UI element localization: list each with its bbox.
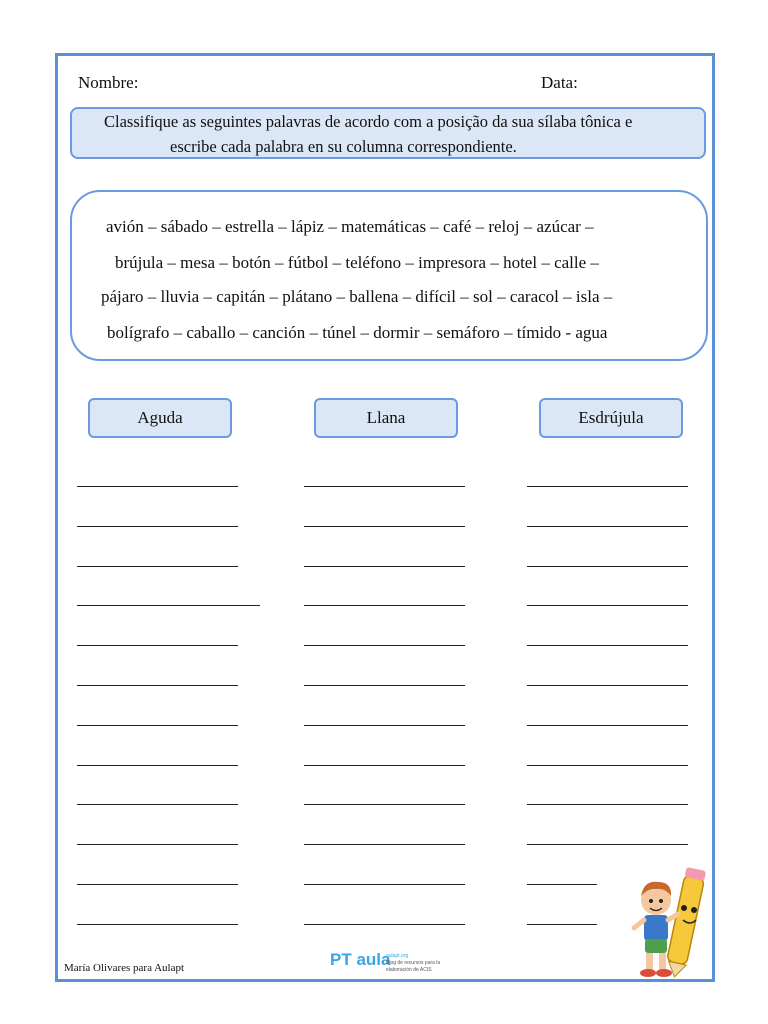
answer-line[interactable] <box>304 605 465 606</box>
word-line-2: brújula – mesa – botón – fútbol – teléfono – impresora – hotel – calle – <box>115 253 599 272</box>
logo-url: aulapt.org <box>386 953 409 959</box>
answer-line[interactable] <box>527 725 688 726</box>
answer-line[interactable] <box>77 486 238 487</box>
answer-line[interactable] <box>304 924 465 925</box>
answer-line[interactable] <box>77 884 238 885</box>
answer-line[interactable] <box>527 605 688 606</box>
word-line-4: bolígrafo – caballo – canción – túnel – dormir – semáforo – tímido - agua <box>107 323 608 342</box>
author-credit: María Olivares para Aulapt <box>64 962 185 974</box>
answer-line[interactable] <box>304 486 465 487</box>
answer-line[interactable] <box>304 844 465 845</box>
logo-tagline-text: Blog de recursos para la elaboración de ACIS <box>386 960 441 973</box>
answer-line[interactable] <box>77 725 238 726</box>
answer-line[interactable] <box>77 844 238 845</box>
answer-line[interactable] <box>527 645 688 646</box>
boy-with-pencil-illustration <box>628 858 720 980</box>
instructions-box <box>70 107 706 159</box>
word-line-1: avión – sábado – estrella – lápiz – matemáticas – café – reloj – azúcar – <box>106 217 594 236</box>
answer-line[interactable] <box>77 924 238 925</box>
column-header-aguda: Aguda <box>88 398 232 438</box>
answer-line[interactable] <box>304 526 465 527</box>
answer-line[interactable] <box>527 685 688 686</box>
word-line-3: pájaro – lluvia – capitán – plátano – ballena – difícil – sol – caracol – isla – <box>101 287 613 306</box>
answer-line[interactable] <box>527 566 688 567</box>
answer-line[interactable] <box>527 526 688 527</box>
answer-line[interactable] <box>304 566 465 567</box>
answer-line[interactable] <box>527 844 688 845</box>
answer-line[interactable] <box>77 605 260 606</box>
answer-line[interactable] <box>304 645 465 646</box>
answer-line[interactable] <box>77 645 238 646</box>
date-label: Data: <box>541 73 578 92</box>
answer-line[interactable] <box>304 685 465 686</box>
answer-line[interactable] <box>527 884 597 885</box>
aulapt-logo <box>330 950 470 978</box>
answer-line[interactable] <box>304 725 465 726</box>
answer-line[interactable] <box>527 765 688 766</box>
answer-line[interactable] <box>304 765 465 766</box>
answer-line[interactable] <box>77 685 238 686</box>
answer-line[interactable] <box>527 804 688 805</box>
answer-line[interactable] <box>77 804 238 805</box>
answer-line[interactable] <box>77 526 238 527</box>
answer-line[interactable] <box>527 924 597 925</box>
answer-line[interactable] <box>77 566 238 567</box>
logo-tagline <box>386 953 456 974</box>
column-header-llana: Llana <box>314 398 458 438</box>
column-header-esdrujula: Esdrújula <box>539 398 683 438</box>
answer-line[interactable] <box>304 804 465 805</box>
instructions-line-2: escribe cada palabra en su columna correspondiente. <box>170 137 517 156</box>
answer-line[interactable] <box>304 884 465 885</box>
logo-text: PT aula <box>330 950 391 969</box>
answer-line[interactable] <box>527 486 688 487</box>
answer-line[interactable] <box>77 765 238 766</box>
name-label: Nombre: <box>78 73 139 92</box>
instructions-line-1: Classifique as seguintes palavras de acordo com a posição da sua sílaba tônica e <box>104 112 633 131</box>
